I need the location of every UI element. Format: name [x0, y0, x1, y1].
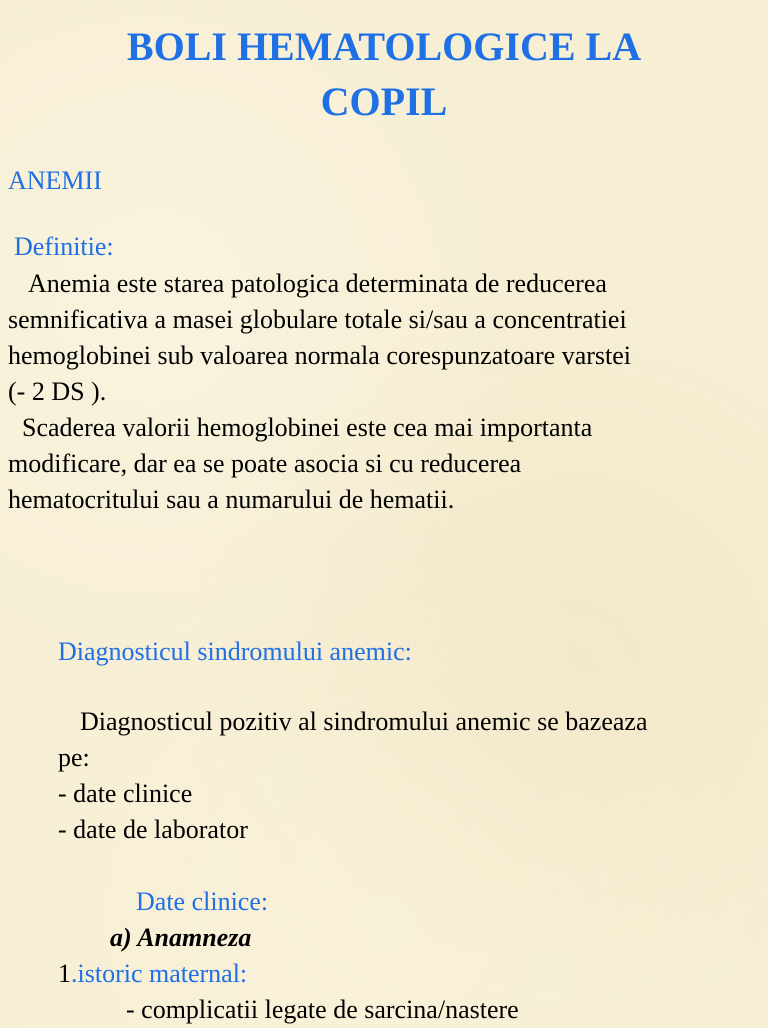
item-label: .istoric maternal: — [71, 959, 248, 988]
definition-line-5: Scaderea valorii hemoglobinei este cea mai importanta — [22, 413, 593, 442]
definition-heading: Definitie: — [14, 232, 114, 261]
definition-line-3: hemoglobinei sub valoarea normala corespunzatoare varstei — [8, 341, 632, 370]
clinical-heading: Date clinice: — [136, 887, 269, 916]
anamneza-subheading: a) Anamneza — [110, 923, 252, 952]
page-title-line1: BOLI HEMATOLOGICE LA — [126, 24, 642, 69]
diagnosis-item-laboratory: - date de laborator — [58, 815, 248, 844]
maternal-history-item — [58, 956, 247, 992]
definition-line-2: semnificativa a masei globulare totale si/sau a concentratiei — [8, 305, 627, 334]
page-title-line2: COPIL — [320, 79, 448, 124]
diagnosis-line-1: Diagnosticul pozitiv al sindromului anemic se bazeaza — [80, 707, 648, 736]
definition-line-7: hematocritului sau a numarului de hematii. — [8, 485, 455, 514]
definition-line-1: Anemia este starea patologica determinata de reducerea — [28, 269, 607, 298]
diagnosis-line-2: pe: — [58, 743, 90, 772]
item-number: 1 — [58, 959, 71, 988]
definition-line-4: (- 2 DS ). — [8, 377, 107, 406]
definition-line-6: modificare, dar ea se poate asocia si cu reducerea — [8, 449, 522, 478]
diagnosis-item-clinical: - date clinice — [58, 779, 193, 808]
diagnosis-heading: Diagnosticul sindromului anemic: — [58, 637, 412, 666]
maternal-history-detail: - complicatii legate de sarcina/nastere — [126, 995, 519, 1024]
section-heading-anemii: ANEMII — [8, 166, 102, 195]
